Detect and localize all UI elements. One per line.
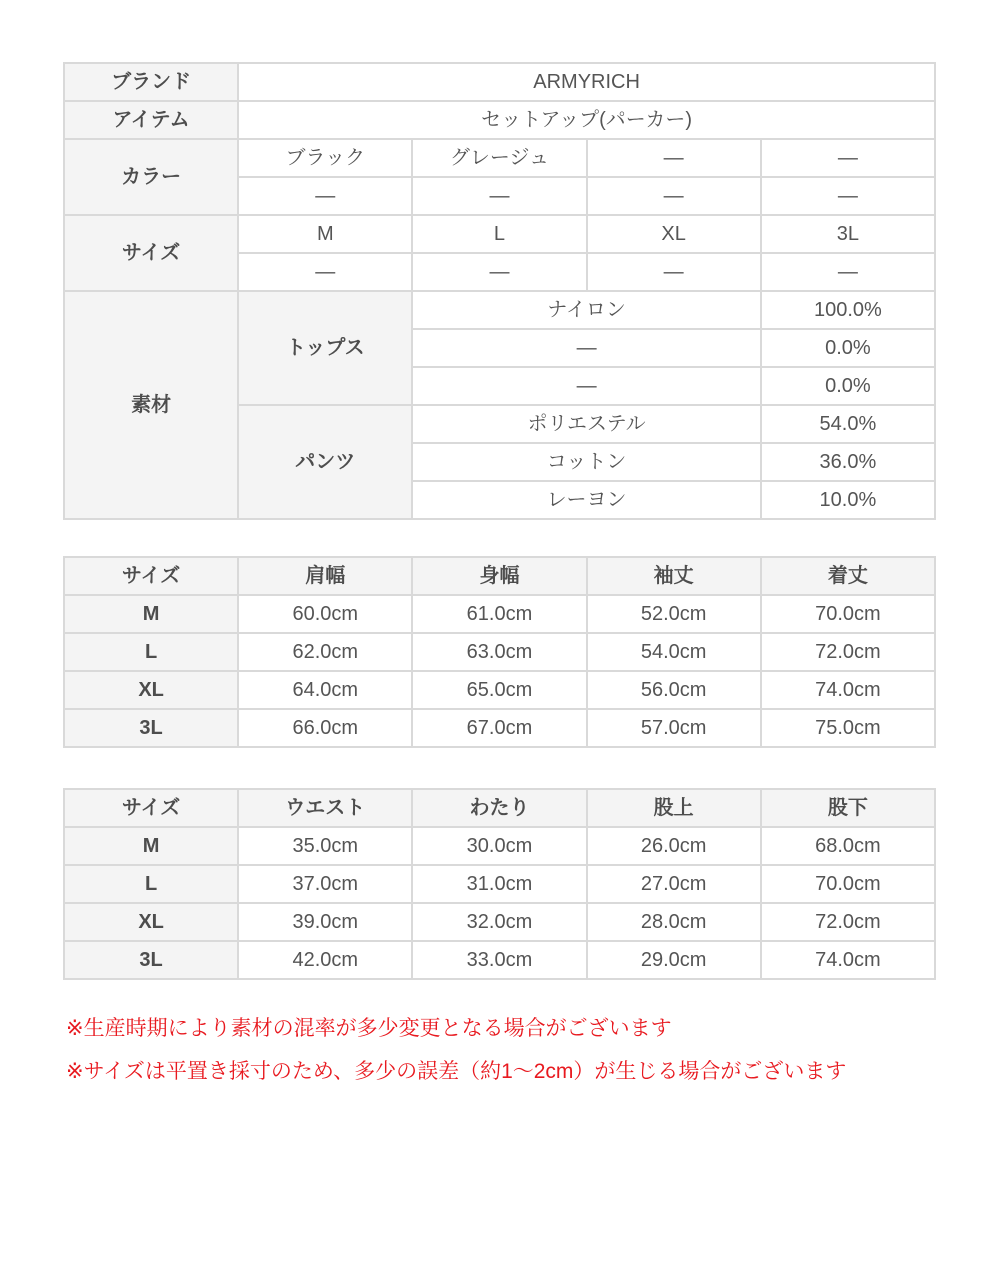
measurement-cell: 70.0cm [761, 595, 935, 633]
measurement-cell: 72.0cm [761, 633, 935, 671]
measurement-cell: 39.0cm [238, 903, 412, 941]
color-cell: ブラック [238, 139, 412, 177]
material-name-cell: ポリエステル [412, 405, 760, 443]
tops-measurements-table [63, 556, 936, 748]
color-row [64, 139, 935, 177]
material-percent-cell: 10.0% [761, 481, 935, 519]
size-row [64, 215, 935, 253]
table-row [64, 865, 935, 903]
measurement-cell: 28.0cm [587, 903, 761, 941]
size-cell: — [238, 253, 412, 291]
size-row-label: L [64, 865, 238, 903]
material-percent-cell: 100.0% [761, 291, 935, 329]
size-row-label: XL [64, 903, 238, 941]
material-label: 素材 [64, 291, 238, 519]
table-row [64, 941, 935, 979]
measurement-cell: 66.0cm [238, 709, 412, 747]
table-row [64, 709, 935, 747]
column-header: わたり [412, 789, 586, 827]
measurement-cell: 62.0cm [238, 633, 412, 671]
column-header: ウエスト [238, 789, 412, 827]
material-name-cell: — [412, 329, 760, 367]
note-material-disclaimer: ※生産時期により素材の混率が多少変更となる場合がございます [66, 1017, 672, 1040]
column-header: 肩幅 [238, 557, 412, 595]
item-value: セットアップ(パーカー) [238, 101, 935, 139]
table-row [64, 633, 935, 671]
material-row [64, 291, 935, 329]
size-cell: 3L [761, 215, 935, 253]
measurement-cell: 33.0cm [412, 941, 586, 979]
size-cell: L [412, 215, 586, 253]
color-cell: — [761, 177, 935, 215]
measurement-cell: 31.0cm [412, 865, 586, 903]
table-header-row [64, 557, 935, 595]
measurement-cell: 56.0cm [587, 671, 761, 709]
measurement-cell: 63.0cm [412, 633, 586, 671]
measurement-cell: 42.0cm [238, 941, 412, 979]
material-group-tops: トップス [238, 291, 412, 405]
table-row [64, 827, 935, 865]
size-row-label: 3L [64, 709, 238, 747]
measurement-cell: 64.0cm [238, 671, 412, 709]
measurement-cell: 60.0cm [238, 595, 412, 633]
measurement-cell: 68.0cm [761, 827, 935, 865]
material-percent-cell: 0.0% [761, 367, 935, 405]
item-row [64, 101, 935, 139]
material-name-cell: ナイロン [412, 291, 760, 329]
measurement-cell: 30.0cm [412, 827, 586, 865]
material-name-cell: — [412, 367, 760, 405]
measurement-cell: 70.0cm [761, 865, 935, 903]
color-cell: — [587, 177, 761, 215]
measurement-cell: 54.0cm [587, 633, 761, 671]
size-cell: — [587, 253, 761, 291]
color-label: カラー [64, 139, 238, 215]
measurement-cell: 37.0cm [238, 865, 412, 903]
measurement-cell: 29.0cm [587, 941, 761, 979]
size-row-label: M [64, 595, 238, 633]
measurement-cell: 74.0cm [761, 941, 935, 979]
measurement-cell: 72.0cm [761, 903, 935, 941]
color-cell: — [412, 177, 586, 215]
column-header: 股下 [761, 789, 935, 827]
column-header: 着丈 [761, 557, 935, 595]
size-cell: XL [587, 215, 761, 253]
table-header-row [64, 789, 935, 827]
table-row [64, 595, 935, 633]
note-size-disclaimer: ※サイズは平置き採寸のため、多少の誤差（約1～2cm）が生じる場合がございます [66, 1060, 847, 1084]
column-header: サイズ [64, 789, 238, 827]
color-cell: グレージュ [412, 139, 586, 177]
measurement-cell: 52.0cm [587, 595, 761, 633]
brand-row [64, 63, 935, 101]
measurement-cell: 65.0cm [412, 671, 586, 709]
measurement-cell: 35.0cm [238, 827, 412, 865]
disclaimer-notes [66, 1017, 1000, 1084]
color-cell: — [238, 177, 412, 215]
size-cell: — [761, 253, 935, 291]
color-cell: — [587, 139, 761, 177]
table-row [64, 671, 935, 709]
material-name-cell: レーヨン [412, 481, 760, 519]
color-cell: — [761, 139, 935, 177]
size-cell: — [412, 253, 586, 291]
measurement-cell: 74.0cm [761, 671, 935, 709]
column-header: 袖丈 [587, 557, 761, 595]
size-cell: M [238, 215, 412, 253]
measurement-cell: 26.0cm [587, 827, 761, 865]
size-row-label: 3L [64, 941, 238, 979]
column-header: サイズ [64, 557, 238, 595]
brand-value: ARMYRICH [238, 63, 935, 101]
pants-measurements-table [63, 788, 936, 980]
material-name-cell: コットン [412, 443, 760, 481]
size-label: サイズ [64, 215, 238, 291]
table-row [64, 903, 935, 941]
size-row-label: XL [64, 671, 238, 709]
measurement-cell: 57.0cm [587, 709, 761, 747]
size-row-label: L [64, 633, 238, 671]
item-label: アイテム [64, 101, 238, 139]
product-spec-table [63, 62, 936, 520]
material-percent-cell: 0.0% [761, 329, 935, 367]
brand-label: ブランド [64, 63, 238, 101]
measurement-cell: 61.0cm [412, 595, 586, 633]
column-header: 身幅 [412, 557, 586, 595]
material-percent-cell: 54.0% [761, 405, 935, 443]
size-row-label: M [64, 827, 238, 865]
material-percent-cell: 36.0% [761, 443, 935, 481]
column-header: 股上 [587, 789, 761, 827]
measurement-cell: 75.0cm [761, 709, 935, 747]
measurement-cell: 32.0cm [412, 903, 586, 941]
measurement-cell: 67.0cm [412, 709, 586, 747]
material-group-pants: パンツ [238, 405, 412, 519]
measurement-cell: 27.0cm [587, 865, 761, 903]
